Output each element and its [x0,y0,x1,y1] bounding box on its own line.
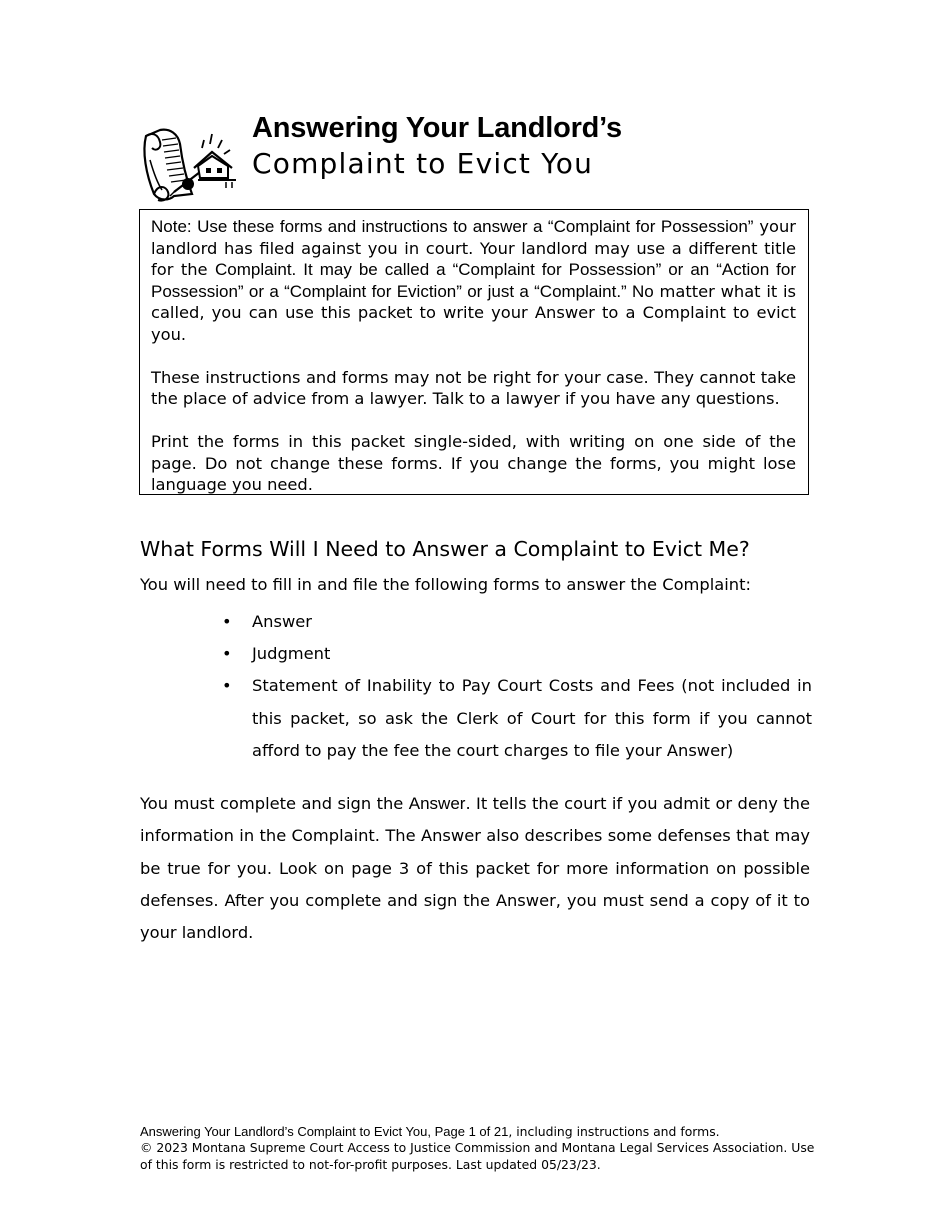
bullet-icon: • [222,676,232,696]
forms-list [222,606,812,767]
section-intro: You will need to fill in and file the following forms to answer the Complaint: [140,575,751,594]
note-box [139,209,809,495]
list-item: • Judgment [222,638,812,670]
body-paragraph: You must complete and sign the Answer. It tells the court if you admit or deny the information in the Complaint. The Answer also describes some defenses that may be true for you. Look on page 3 of this packet for more information on possible defenses. After you complete and sign the Answer, you must send a copy of it to your landlord. [140,794,810,943]
page-title: Answering Your Landlord’s [252,112,622,144]
page-footer [140,1124,820,1173]
section-heading: What Forms Will I Need to Answer a Complaint to Evict Me? [140,537,750,561]
document-header [140,112,810,202]
note-paragraph-3: Print the forms in this packet single-sided, with writing on one side of the page. Do not change these forms. If you change the forms, you might lose language you need. [151,432,796,494]
footer-line-2: © 2023 Montana Supreme Court Access to Justice Commission and Montana Legal Services Association. Use of this form is restricted to not-for-profit purposes. Last updated 05/23/23. [140,1140,815,1172]
bullet-icon: • [222,644,232,664]
note-lead: Note: Use these forms and instructions to answer a “Complaint for Possession” [151,217,754,236]
list-item: • Answer [222,606,812,638]
bullet-icon: • [222,612,232,631]
note-paragraph-1: Note: Use these forms and instructions to answer a “Complaint for Possession” your landlord has filed against you in court. Your landlord may use a different title for the Complaint. It may be called a “Complaint for Possession” or an “Action for Possession” or a “Complaint for Eviction” or just a “Complaint.” No matter what it is called, you can use this packet to write your Answer to a Complaint to evict you. [151,217,796,344]
note-paragraph-2: These instructions and forms may not be right for your case. They cannot take the place of advice from a lawyer. Talk to a lawyer if you have any questions. [151,367,796,408]
footer-line-1: Answering Your Landlord’s Complaint to Evict You, Page 1 of 21, including instructions and forms. [140,1124,720,1139]
list-item: • Statement of Inability to Pay Court Costs and Fees (not included in this packet, so ask the Clerk of Court for this form if you cannot afford to pay the fee the court charges to file your Answer) [222,670,812,767]
page-subtitle: Complaint to Evict You [252,147,594,180]
document-house-icon [140,122,240,202]
